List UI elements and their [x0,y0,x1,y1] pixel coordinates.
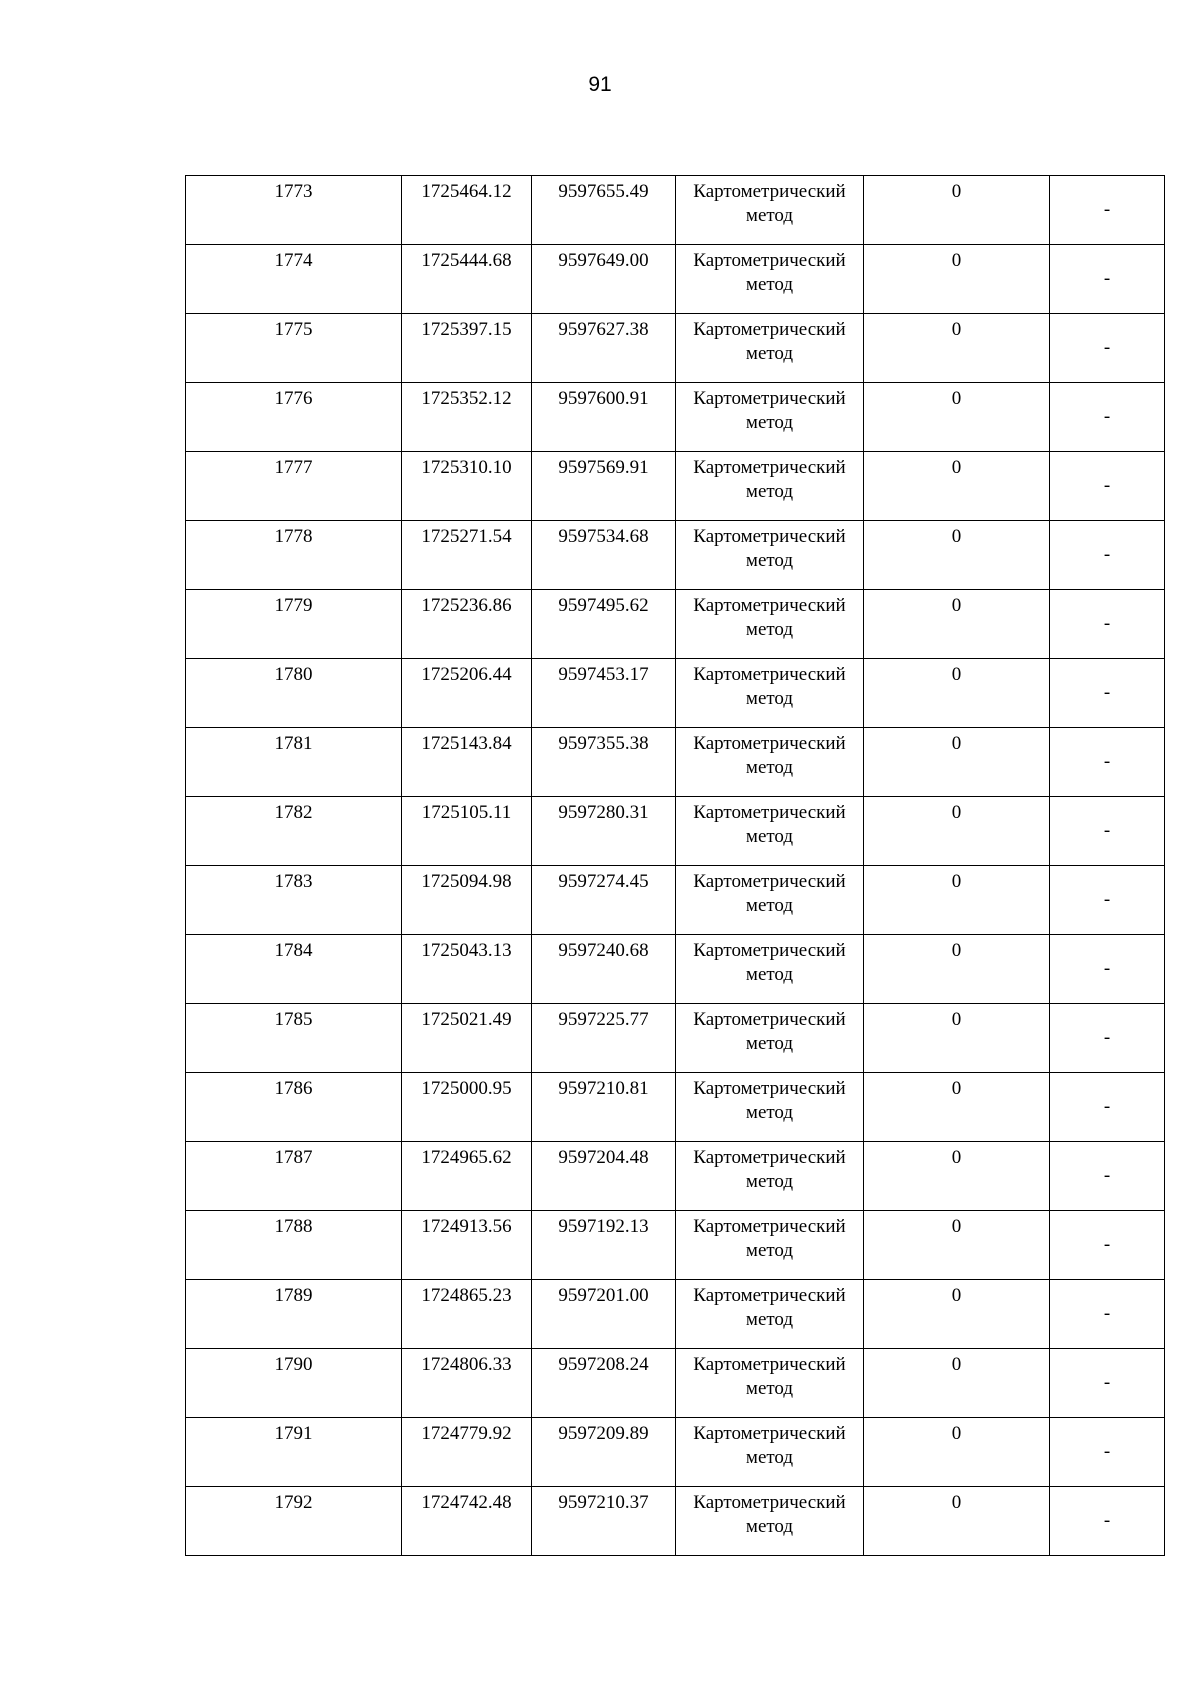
error-value-text: 0 [951,1285,962,1306]
note-text: - [1103,1372,1111,1393]
method-text: Картометрический метод [693,319,846,364]
point-number-text: 1789 [274,1285,313,1306]
y-coordinate-cell [532,245,676,314]
note-text: - [1103,958,1111,979]
method-text: Картометрический метод [693,1009,846,1054]
point-number-cell [186,245,402,314]
y-coordinate-text: 9597210.81 [558,1078,649,1099]
x-coordinate-cell [402,1211,532,1280]
note-cell [1050,1073,1165,1142]
table-row [186,1349,1165,1418]
x-coordinate-text: 1724806.33 [421,1354,512,1375]
note-cell [1050,452,1165,521]
table-row [186,728,1165,797]
error-value-cell [864,728,1050,797]
note-cell [1050,1418,1165,1487]
table-row [186,935,1165,1004]
note-text: - [1103,889,1111,910]
point-number-cell [186,314,402,383]
y-coordinate-cell [532,1418,676,1487]
x-coordinate-text: 1725464.12 [421,181,512,202]
point-number-cell [186,1211,402,1280]
method-cell [676,1280,864,1349]
x-coordinate-cell [402,1418,532,1487]
coordinates-table-body [186,176,1165,1556]
point-number-text: 1777 [274,457,313,478]
y-coordinate-cell [532,1211,676,1280]
y-coordinate-cell [532,590,676,659]
note-cell [1050,935,1165,1004]
error-value-text: 0 [951,1354,962,1375]
error-value-text: 0 [951,1147,962,1168]
method-text: Картометрический метод [693,871,846,916]
x-coordinate-cell [402,1280,532,1349]
x-coordinate-cell [402,176,532,245]
point-number-text: 1792 [274,1492,313,1513]
point-number-cell [186,1349,402,1418]
x-coordinate-cell [402,728,532,797]
error-value-text: 0 [951,1009,962,1030]
table-row [186,866,1165,935]
x-coordinate-cell [402,1142,532,1211]
point-number-cell [186,383,402,452]
x-coordinate-text: 1724865.23 [421,1285,512,1306]
error-value-text: 0 [951,802,962,823]
point-number-cell [186,659,402,728]
note-text: - [1103,1510,1111,1531]
note-text: - [1103,1096,1111,1117]
table-row [186,1280,1165,1349]
note-cell [1050,797,1165,866]
error-value-text: 0 [951,388,962,409]
x-coordinate-text: 1725236.86 [421,595,512,616]
table-row [186,797,1165,866]
method-cell [676,314,864,383]
method-text: Картометрический метод [693,1147,846,1192]
error-value-cell [864,866,1050,935]
method-text: Картометрический метод [693,526,846,571]
x-coordinate-text: 1725271.54 [421,526,512,547]
method-cell [676,1004,864,1073]
method-cell [676,383,864,452]
y-coordinate-cell [532,1487,676,1556]
error-value-cell [864,521,1050,590]
x-coordinate-text: 1725397.15 [421,319,512,340]
method-cell [676,1349,864,1418]
table-row [186,245,1165,314]
x-coordinate-cell [402,383,532,452]
note-text: - [1103,1165,1111,1186]
table-row [186,659,1165,728]
y-coordinate-text: 9597453.17 [558,664,649,685]
y-coordinate-text: 9597192.13 [558,1216,649,1237]
point-number-cell [186,1142,402,1211]
error-value-cell [864,1487,1050,1556]
error-value-text: 0 [951,940,962,961]
note-cell [1050,1349,1165,1418]
y-coordinate-text: 9597649.00 [558,250,649,271]
table-row [186,1487,1165,1556]
y-coordinate-cell [532,797,676,866]
point-number-text: 1784 [274,940,313,961]
point-number-cell [186,866,402,935]
y-coordinate-text: 9597209.89 [558,1423,649,1444]
method-text: Картометрический метод [693,1423,846,1468]
point-number-cell [186,1418,402,1487]
error-value-cell [864,245,1050,314]
note-text: - [1103,751,1111,772]
x-coordinate-cell [402,1487,532,1556]
point-number-text: 1775 [274,319,313,340]
error-value-cell [864,1211,1050,1280]
table-row [186,1211,1165,1280]
y-coordinate-text: 9597534.68 [558,526,649,547]
y-coordinate-text: 9597627.38 [558,319,649,340]
table-row [186,1073,1165,1142]
y-coordinate-text: 9597210.37 [558,1492,649,1513]
x-coordinate-text: 1725444.68 [421,250,512,271]
x-coordinate-cell [402,935,532,1004]
y-coordinate-cell [532,1142,676,1211]
x-coordinate-cell [402,1004,532,1073]
method-cell [676,452,864,521]
point-number-text: 1778 [274,526,313,547]
error-value-cell [864,1073,1050,1142]
x-coordinate-cell [402,245,532,314]
note-text: - [1103,613,1111,634]
x-coordinate-cell [402,1349,532,1418]
y-coordinate-text: 9597655.49 [558,181,649,202]
x-coordinate-text: 1725143.84 [421,733,512,754]
point-number-text: 1782 [274,802,313,823]
note-text: - [1103,820,1111,841]
y-coordinate-cell [532,1349,676,1418]
x-coordinate-text: 1725206.44 [421,664,512,685]
note-cell [1050,1142,1165,1211]
error-value-cell [864,590,1050,659]
note-cell [1050,245,1165,314]
y-coordinate-text: 9597208.24 [558,1354,649,1375]
note-cell [1050,1487,1165,1556]
method-text: Картометрический метод [693,388,846,433]
y-coordinate-cell [532,314,676,383]
y-coordinate-cell [532,383,676,452]
point-number-cell [186,728,402,797]
x-coordinate-cell [402,521,532,590]
point-number-cell [186,797,402,866]
x-coordinate-cell [402,314,532,383]
note-cell [1050,659,1165,728]
y-coordinate-text: 9597569.91 [558,457,649,478]
table-row [186,1142,1165,1211]
error-value-cell [864,1349,1050,1418]
y-coordinate-cell [532,728,676,797]
point-number-cell [186,1487,402,1556]
method-text: Картометрический метод [693,1078,846,1123]
y-coordinate-cell [532,1280,676,1349]
method-cell [676,176,864,245]
error-value-cell [864,1004,1050,1073]
error-value-text: 0 [951,664,962,685]
point-number-text: 1779 [274,595,313,616]
x-coordinate-cell [402,1073,532,1142]
point-number-cell [186,935,402,1004]
table-row [186,1418,1165,1487]
note-text: - [1103,406,1111,427]
point-number-cell [186,590,402,659]
x-coordinate-text: 1725352.12 [421,388,512,409]
error-value-text: 0 [951,457,962,478]
error-value-cell [864,176,1050,245]
x-coordinate-cell [402,452,532,521]
error-value-text: 0 [951,1078,962,1099]
point-number-text: 1776 [274,388,313,409]
x-coordinate-text: 1725105.11 [421,802,512,823]
note-cell [1050,866,1165,935]
error-value-cell [864,659,1050,728]
note-cell [1050,314,1165,383]
method-text: Картометрический метод [693,1216,846,1261]
point-number-text: 1781 [274,733,313,754]
method-text: Картометрический метод [693,802,846,847]
note-text: - [1103,544,1111,565]
note-cell [1050,521,1165,590]
coordinates-table [185,175,1165,1556]
error-value-cell [864,383,1050,452]
table-row [186,383,1165,452]
error-value-cell [864,1418,1050,1487]
point-number-cell [186,1073,402,1142]
point-number-text: 1785 [274,1009,313,1030]
y-coordinate-text: 9597225.77 [558,1009,649,1030]
method-text: Картометрический метод [693,250,846,295]
error-value-text: 0 [951,595,962,616]
note-text: - [1103,268,1111,289]
table-row [186,314,1165,383]
note-cell [1050,1211,1165,1280]
point-number-text: 1790 [274,1354,313,1375]
point-number-cell [186,452,402,521]
error-value-text: 0 [951,733,962,754]
point-number-text: 1788 [274,1216,313,1237]
error-value-text: 0 [951,871,962,892]
method-cell [676,1487,864,1556]
x-coordinate-text: 1725310.10 [421,457,512,478]
y-coordinate-text: 9597204.48 [558,1147,649,1168]
error-value-cell [864,314,1050,383]
method-text: Картометрический метод [693,595,846,640]
note-cell [1050,590,1165,659]
note-cell [1050,1280,1165,1349]
point-number-cell [186,521,402,590]
method-cell [676,935,864,1004]
method-cell [676,728,864,797]
method-cell [676,797,864,866]
note-text: - [1103,1441,1111,1462]
y-coordinate-cell [532,1004,676,1073]
y-coordinate-cell [532,1073,676,1142]
method-cell [676,659,864,728]
y-coordinate-text: 9597280.31 [558,802,649,823]
x-coordinate-cell [402,797,532,866]
x-coordinate-text: 1725043.13 [421,940,512,961]
point-number-text: 1783 [274,871,313,892]
error-value-text: 0 [951,1216,962,1237]
note-cell [1050,383,1165,452]
note-text: - [1103,475,1111,496]
point-number-text: 1774 [274,250,313,271]
method-cell [676,1073,864,1142]
method-text: Картометрический метод [693,1354,846,1399]
error-value-text: 0 [951,1492,962,1513]
x-coordinate-text: 1724913.56 [421,1216,512,1237]
note-text: - [1103,1234,1111,1255]
y-coordinate-cell [532,521,676,590]
method-text: Картометрический метод [693,940,846,985]
y-coordinate-cell [532,935,676,1004]
method-cell [676,1211,864,1280]
error-value-text: 0 [951,526,962,547]
method-cell [676,866,864,935]
x-coordinate-text: 1725000.95 [421,1078,512,1099]
y-coordinate-text: 9597495.62 [558,595,649,616]
note-text: - [1103,337,1111,358]
point-number-text: 1791 [274,1423,313,1444]
note-text: - [1103,1027,1111,1048]
x-coordinate-cell [402,866,532,935]
page-number: 91 [588,73,612,96]
y-coordinate-text: 9597274.45 [558,871,649,892]
method-text: Картометрический метод [693,1492,846,1537]
point-number-cell [186,1004,402,1073]
error-value-text: 0 [951,250,962,271]
method-text: Картометрический метод [693,1285,846,1330]
y-coordinate-cell [532,176,676,245]
error-value-cell [864,935,1050,1004]
y-coordinate-cell [532,452,676,521]
method-cell [676,1418,864,1487]
table-row [186,590,1165,659]
y-coordinate-cell [532,866,676,935]
y-coordinate-text: 9597201.00 [558,1285,649,1306]
x-coordinate-text: 1724779.92 [421,1423,512,1444]
x-coordinate-text: 1724965.62 [421,1147,512,1168]
error-value-text: 0 [951,181,962,202]
x-coordinate-text: 1725094.98 [421,871,512,892]
point-number-cell [186,1280,402,1349]
error-value-cell [864,1280,1050,1349]
x-coordinate-text: 1725021.49 [421,1009,512,1030]
table-row [186,452,1165,521]
y-coordinate-text: 9597600.91 [558,388,649,409]
point-number-text: 1787 [274,1147,313,1168]
method-cell [676,521,864,590]
table-row [186,176,1165,245]
method-cell [676,590,864,659]
point-number-text: 1780 [274,664,313,685]
error-value-cell [864,797,1050,866]
table-row [186,1004,1165,1073]
note-text: - [1103,682,1111,703]
x-coordinate-cell [402,659,532,728]
method-cell [676,245,864,314]
note-text: - [1103,1303,1111,1324]
method-text: Картометрический метод [693,733,846,778]
note-text: - [1103,199,1111,220]
x-coordinate-text: 1724742.48 [421,1492,512,1513]
y-coordinate-text: 9597240.68 [558,940,649,961]
y-coordinate-text: 9597355.38 [558,733,649,754]
error-value-cell [864,1142,1050,1211]
point-number-cell [186,176,402,245]
method-text: Картометрический метод [693,457,846,502]
error-value-cell [864,452,1050,521]
table-row [186,521,1165,590]
method-text: Картометрический метод [693,664,846,709]
error-value-text: 0 [951,1423,962,1444]
point-number-text: 1786 [274,1078,313,1099]
note-cell [1050,176,1165,245]
x-coordinate-cell [402,590,532,659]
point-number-text: 1773 [274,181,313,202]
method-cell [676,1142,864,1211]
y-coordinate-cell [532,659,676,728]
error-value-text: 0 [951,319,962,340]
method-text: Картометрический метод [693,181,846,226]
note-cell [1050,728,1165,797]
note-cell [1050,1004,1165,1073]
